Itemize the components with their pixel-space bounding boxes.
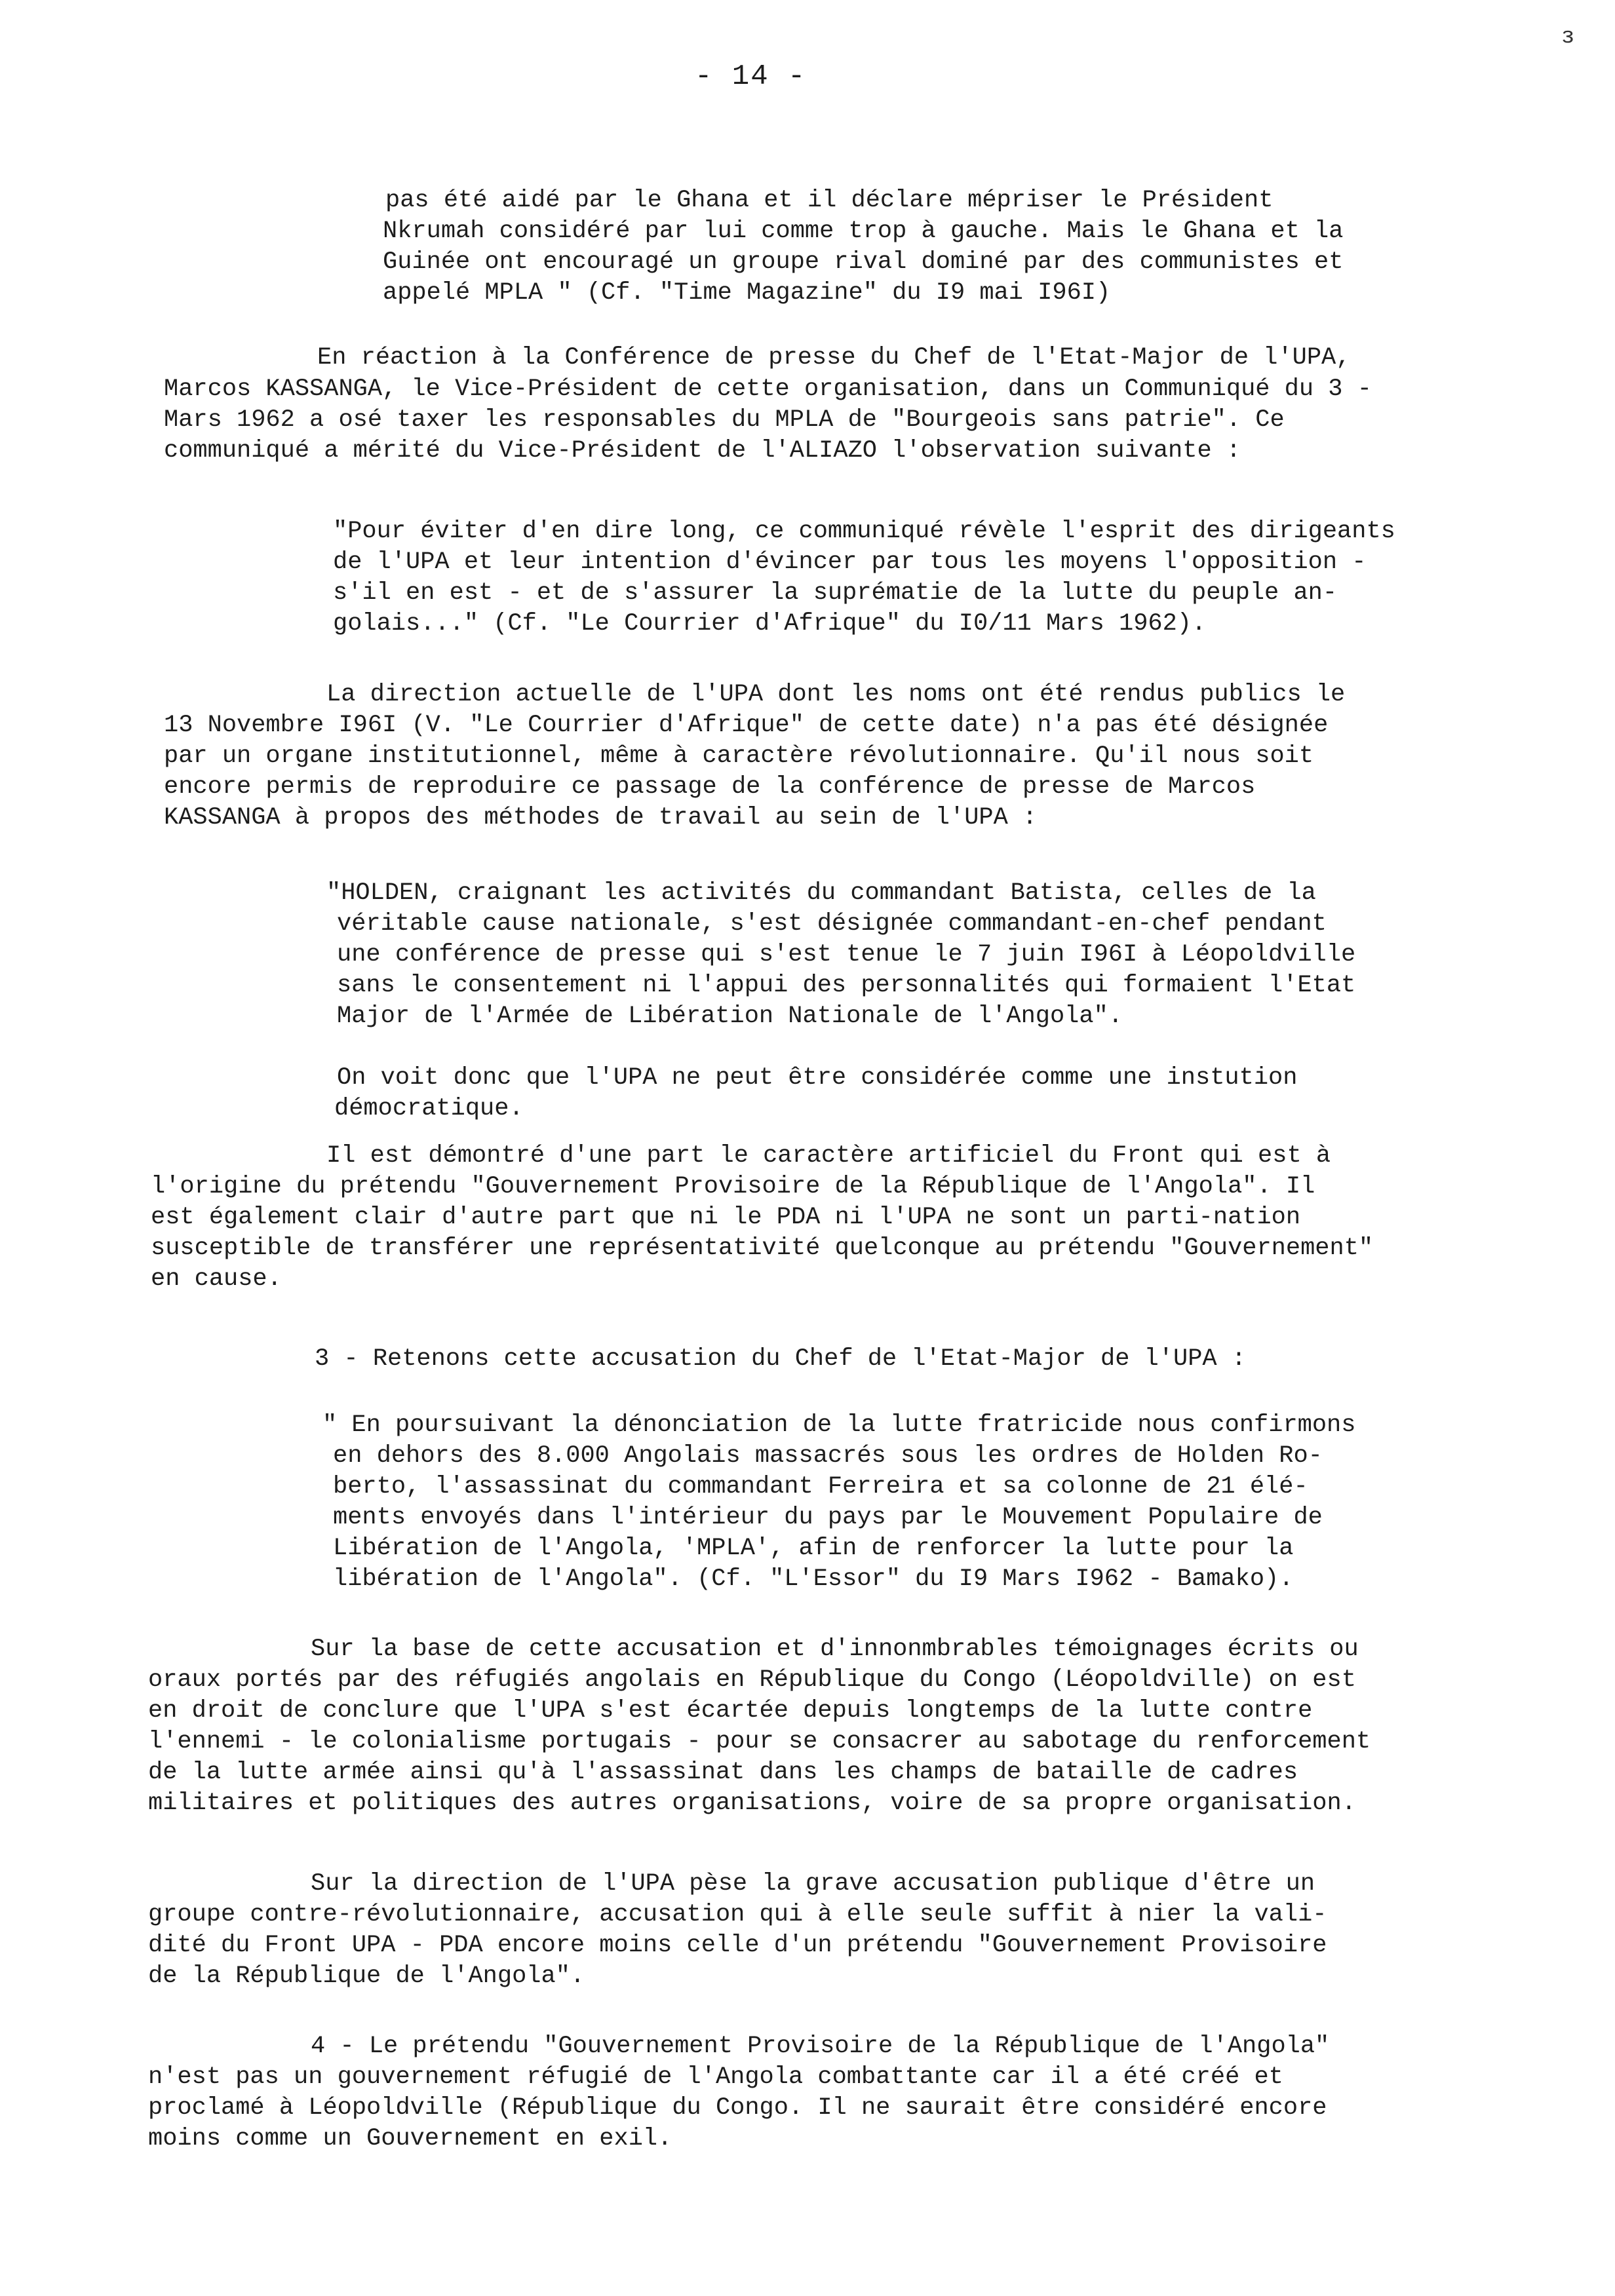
text-line: sans le consentement ni l'appui des personnalités qui formaient l'Etat bbox=[337, 972, 1356, 999]
text-line: en droit de conclure que l'UPA s'est écartée depuis longtemps de la lutte contre bbox=[148, 1697, 1313, 1725]
text-line: Nkrumah considéré par lui comme trop à gauche. Mais le Ghana et la bbox=[383, 218, 1344, 245]
text-line: appelé MPLA " (Cf. "Time Magazine" du I9 mai I96I) bbox=[383, 279, 1111, 307]
text-line: susceptible de transférer une représentativité quelconque au prétendu "Gouvernement" bbox=[151, 1234, 1374, 1262]
text-line: "Pour éviter d'en dire long, ce communiqué révèle l'esprit des dirigeants bbox=[333, 518, 1395, 545]
text-line: KASSANGA à propos des méthodes de travail au sein de l'UPA : bbox=[164, 804, 1038, 832]
text-line: golais..." (Cf. "Le Courrier d'Afrique" du I0/11 Mars 1962). bbox=[333, 610, 1207, 638]
corner-mark: ɜ bbox=[1561, 25, 1575, 50]
text-line: de la lutte armée ainsi qu'à l'assassinat dans les champs de bataille de cadres bbox=[148, 1759, 1298, 1786]
text-line: oraux portés par des réfugiés angolais en République du Congo (Léopoldville) on est bbox=[148, 1666, 1356, 1694]
text-line: Marcos KASSANGA, le Vice-Président de cette organisation, dans un Communiqué du 3 - bbox=[164, 375, 1372, 403]
text-line: moins comme un Gouvernement en exil. bbox=[148, 2125, 672, 2152]
text-line: militaires et politiques des autres organisations, voire de sa propre organisation. bbox=[148, 1789, 1356, 1817]
text-line: encore permis de reproduire ce passage de la conférence de presse de Marcos bbox=[164, 773, 1256, 801]
text-line: démocratique. bbox=[334, 1095, 524, 1122]
text-line: est également clair d'autre part que ni le PDA ni l'UPA ne sont un parti-nation bbox=[151, 1204, 1301, 1231]
text-line: Guinée ont encouragé un groupe rival dominé par des communistes et bbox=[383, 248, 1344, 276]
text-line: berto, l'assassinat du commandant Ferreira et sa colonne de 21 élé- bbox=[333, 1473, 1308, 1501]
text-line: de l'UPA et leur intention d'évincer par tous les moyens l'opposition - bbox=[333, 548, 1367, 576]
text-line: de la République de l'Angola". bbox=[148, 1962, 585, 1990]
text-line: l'ennemi - le colonialisme portugais - pour se consacrer au sabotage du renforcement bbox=[148, 1728, 1371, 1755]
text-line: Il est démontré d'une part le caractère artificiel du Front qui est à bbox=[326, 1142, 1331, 1170]
text-line: véritable cause nationale, s'est désignée commandant-en-chef pendant bbox=[337, 910, 1327, 938]
text-line: communiqué a mérité du Vice-Président de l'ALIAZO l'observation suivante : bbox=[164, 437, 1241, 465]
text-line: en cause. bbox=[151, 1265, 282, 1293]
text-line: La direction actuelle de l'UPA dont les noms ont été rendus publics le bbox=[326, 681, 1346, 708]
text-line: n'est pas un gouvernement réfugié de l'Angola combattante car il a été créé et bbox=[148, 2063, 1283, 2091]
text-line: dité du Front UPA - PDA encore moins celle d'un prétendu "Gouvernement Provisoire bbox=[148, 1932, 1327, 1959]
text-line: On voit donc que l'UPA ne peut être considérée comme une instution bbox=[337, 1064, 1298, 1092]
text-line: 4 - Le prétendu "Gouvernement Provisoire de la République de l'Angola" bbox=[311, 2033, 1330, 2060]
text-line: Libération de l'Angola, 'MPLA', afin de renforcer la lutte pour la bbox=[333, 1535, 1294, 1562]
text-line: Sur la direction de l'UPA pèse la grave accusation publique d'être un bbox=[311, 1870, 1315, 1898]
text-line: libération de l'Angola". (Cf. "L'Essor" du I9 Mars I962 - Bamako). bbox=[333, 1565, 1294, 1593]
text-line: En réaction à la Conférence de presse du Chef de l'Etat-Major de l'UPA, bbox=[317, 344, 1351, 372]
text-line: Sur la base de cette accusation et d'innonmbrables témoignages écrits ou bbox=[311, 1636, 1359, 1663]
text-line: " En poursuivant la dénonciation de la lutte fratricide nous confirmons bbox=[322, 1411, 1356, 1439]
page-number: - 14 - bbox=[695, 60, 807, 93]
text-line: 3 - Retenons cette accusation du Chef de l'Etat-Major de l'UPA : bbox=[315, 1345, 1247, 1373]
text-line: Major de l'Armée de Libération Nationale de l'Angola". bbox=[337, 1003, 1123, 1030]
text-line: "HOLDEN, craignant les activités du commandant Batista, celles de la bbox=[326, 879, 1316, 907]
text-line: s'il en est - et de s'assurer la suprématie de la lutte du peuple an- bbox=[333, 579, 1338, 607]
text-line: en dehors des 8.000 Angolais massacrés sous les ordres de Holden Ro- bbox=[333, 1442, 1323, 1470]
text-line: par un organe institutionnel, même à caractère révolutionnaire. Qu'il nous soit bbox=[164, 742, 1314, 770]
text-line: proclamé à Léopoldville (République du Congo. Il ne saurait être considéré encore bbox=[148, 2094, 1327, 2122]
text-line: groupe contre-révolutionnaire, accusation qui à elle seule suffit à nier la vali- bbox=[148, 1901, 1327, 1928]
text-line: Mars 1962 a osé taxer les responsables du MPLA de "Bourgeois sans patrie". Ce bbox=[164, 406, 1285, 434]
text-line: ments envoyés dans l'intérieur du pays par le Mouvement Populaire de bbox=[333, 1504, 1323, 1531]
text-line: une conférence de presse qui s'est tenue le 7 juin I96I à Léopoldville bbox=[337, 941, 1356, 968]
text-line: l'origine du prétendu "Gouvernement Provisoire de la République de l'Angola". Il bbox=[151, 1173, 1315, 1200]
text-line: pas été aidé par le Ghana et il déclare mépriser le Président bbox=[385, 187, 1274, 214]
text-line: 13 Novembre I96I (V. "Le Courrier d'Afrique" de cette date) n'a pas été désignée bbox=[164, 712, 1329, 739]
